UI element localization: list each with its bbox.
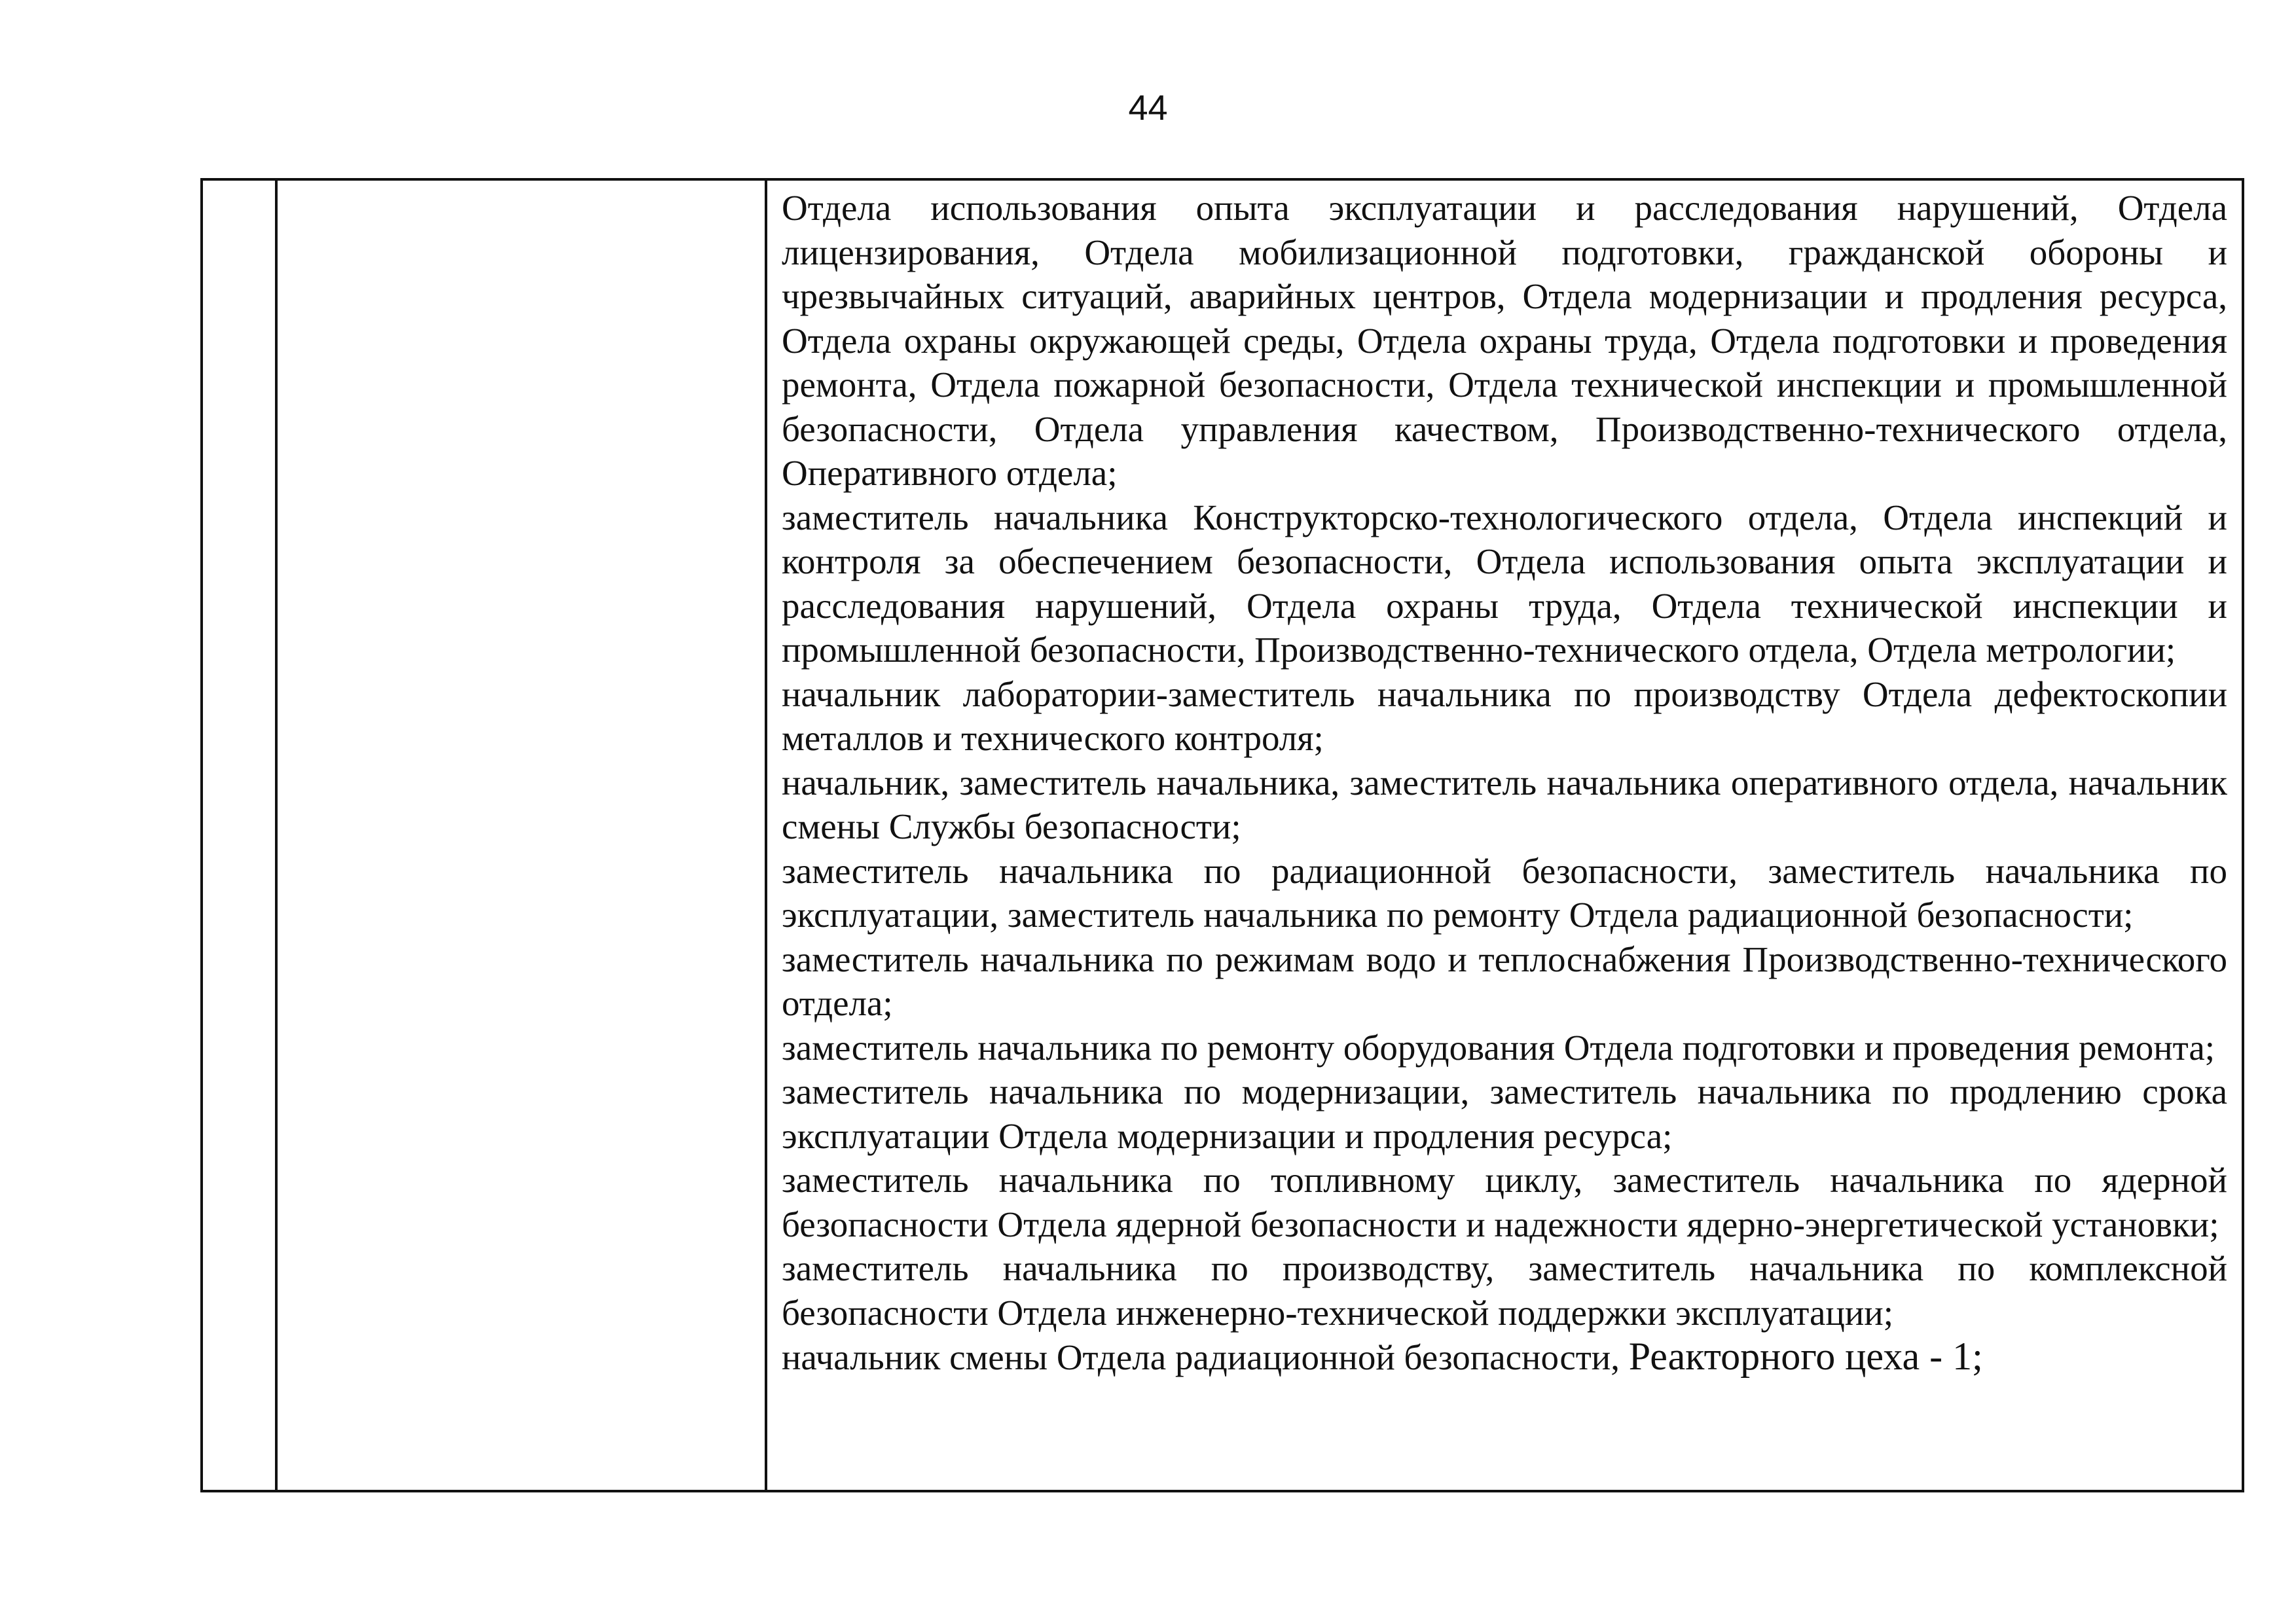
table-cell-number [203,181,275,1490]
positions-paragraph-last [782,1335,2227,1380]
table-cell-positions [767,181,2242,1490]
page-number: 44 [1128,88,1168,128]
document-table [200,178,2244,1492]
positions-paragraph: заместитель начальника по ремонту оборудования Отдела подготовки и проведения ремонта; [782,1027,2215,1068]
last-line-text: начальник смены Отдела радиационной безопасности, [782,1337,1620,1377]
positions-paragraph: заместитель начальника по модернизации, заместитель начальника по продлению срока эксплуатации Отдела модернизации и продления ресурса; [782,1072,2227,1156]
positions-paragraph: Отдела использования опыта эксплуатации и расследования нарушений, Отдела лицензирования, Отдела мобилизационной подготовки, гражданской обороны и чрезвычайных ситуаций, аварийных центров, Отдела модернизации и продления ресурса, Отдела охраны окружающей среды, Отдела охраны труда, Отдела подготовки и проведения ремонта, Отдела пожарной безопасности, Отдела технической инспекции и промышленной безопасности, Отдела управления качеством, Производственно-технического отдела, Оперативного отдела; [782,188,2227,493]
positions-paragraph: начальник лаборатории-заместитель начальника по производству Отдела дефектоскопии металлов и технического контроля; [782,674,2227,758]
positions-paragraph: заместитель начальника Конструкторско-технологического отдела, Отдела инспекций и контроля за обеспечением безопасности, Отдела использования опыта эксплуатации и расследования нарушений, Отдела охраны труда, Отдела технической инспекции и промышленной безопасности, Производственно-технического отдела, Отдела метрологии; [782,497,2227,670]
last-line-handwritten-style: Реакторного цеха - 1; [1628,1335,1983,1378]
table-cell-title [278,181,765,1490]
positions-paragraph: заместитель начальника по производству, заместитель начальника по комплексной безопасности Отдела инженерно-технической поддержки эксплуатации; [782,1248,2227,1333]
positions-paragraph: заместитель начальника по топливному циклу, заместитель начальника по ядерной безопасности Отдела ядерной безопасности и надежности ядерно-энергетической установки; [782,1160,2227,1244]
positions-paragraph: заместитель начальника по режимам водо и теплоснабжения Производственно-технического отдела; [782,939,2227,1023]
positions-paragraph: начальник, заместитель начальника, заместитель начальника оперативного отдела, начальник смены Службы безопасности; [782,762,2227,846]
positions-paragraph: заместитель начальника по радиационной безопасности, заместитель начальника по эксплуатации, заместитель начальника по ремонту Отдела радиационной безопасности; [782,850,2227,935]
